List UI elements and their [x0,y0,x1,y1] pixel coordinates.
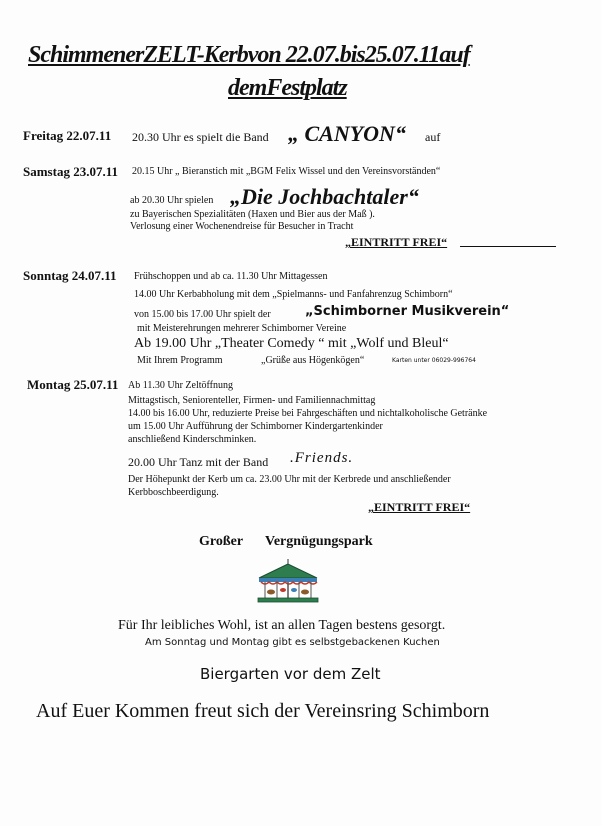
sunday-line6-pre: Mit Ihrem Programm [137,355,223,366]
page-title-line2: demFestplatz [228,75,347,101]
footer-line3: Biergarten vor dem Zelt [200,665,381,683]
footer-line2: Am Sonntag und Montag gibt es selbstgebackenen Kuchen [145,637,440,648]
carousel-icon [255,558,321,604]
sunday-line5: Ab 19.00 Uhr „Theater Comedy “ mit „Wolf und Bleul“ [134,336,449,351]
sunday-program: „Grüße aus Högenkögen“ [261,355,365,366]
park-word1: Großer [199,534,244,549]
monday-line2: Mittagstisch, Seniorenteller, Firmen- und Familiennachmittag [128,395,376,406]
friday-band: „ CANYON“ [288,121,406,146]
friday-pre: 20.30 Uhr es spielt die Band [132,130,269,144]
day-sunday: Sonntag 24.07.11 [23,268,117,283]
saturday-rule [460,246,556,247]
monday-line7: Der Höhepunkt der Kerb um ca. 23.00 Uhr mit der Kerbrede und anschließender [128,474,451,485]
sunday-line1: Frühschoppen und ab ca. 11.30 Uhr Mittagessen [134,271,328,282]
day-saturday: Samstag 23.07.11 [23,164,118,179]
monday-band: .Friends. [290,450,354,466]
monday-eintritt: „EINTRITT FREI“ [368,500,471,514]
monday-line8: Kerbboschbeerdigung. [128,487,219,498]
park-word2: Vergnügungspark [265,534,373,549]
sunday-karten: Karten unter 06029-996764 [392,357,476,364]
page-title-line1: SchimmenerZELT-Kerbvon 22.07.bis25.07.11auf [28,42,470,68]
footer-line1: Für Ihr leibliches Wohl, ist an allen Tagen bestens gesorgt. [118,618,446,633]
day-monday: Montag 25.07.11 [27,377,119,392]
day-friday: Freitag 22.07.11 [23,128,112,143]
monday-line5: anschließend Kinderschminken. [128,434,257,445]
saturday-line4: Verlosung einer Wochenendreise für Besucher in Tracht [130,221,354,232]
monday-line1: Ab 11.30 Uhr Zeltöffnung [128,380,233,391]
saturday-line3: zu Bayerischen Spezialitäten (Haxen und Bier aus der Maß ). [130,209,375,220]
friday-post: auf [425,130,441,144]
monday-line6-pre: 20.00 Uhr Tanz mit der Band [128,455,269,469]
sunday-line2: 14.00 Uhr Kerbabholung mit dem „Spielmanns- und Fanfahrenzug Schimborn“ [134,289,453,300]
sunday-line4: mit Meisterehrungen mehrerer Schimborner Vereine [137,323,347,334]
saturday-band: „Die Jochbachtaler“ [230,184,419,209]
saturday-line2-pre: ab 20.30 Uhr spielen [130,195,214,206]
sunday-band: „Schimborner Musikverein“ [305,304,510,319]
saturday-eintritt: „EINTRITT FREI“ [345,235,448,249]
monday-line4: um 15.00 Uhr Aufführung der Schimborner Kindergartenkinder [128,421,383,432]
saturday-line1: 20.15 Uhr „ Bieranstich mit „BGM Felix Wissel und den Vereinsvorständen“ [132,166,441,177]
sunday-line3-pre: von 15.00 bis 17.00 Uhr spielt der [134,309,271,320]
footer-line4: Auf Euer Kommen freut sich der Vereinsring Schimborn [36,700,490,722]
monday-line3: 14.00 bis 16.00 Uhr, reduzierte Preise bei Fahrgeschäften und nichtalkoholische Getränke [128,408,488,419]
